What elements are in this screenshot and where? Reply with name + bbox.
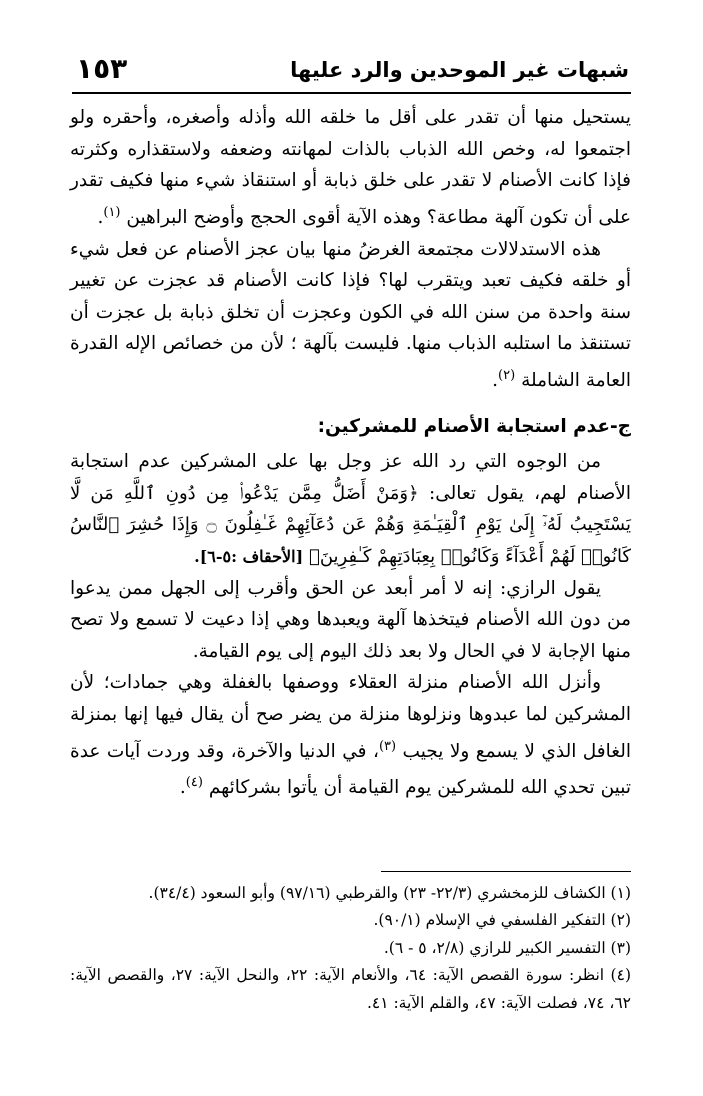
paragraph-3-intro: من الوجوه التي رد الله عز وجل بها على المشركين عدم استجابة الأصنام لهم، يقول تعالى: (70, 451, 631, 504)
page-number: ١٥٣ (76, 52, 128, 85)
paragraph-2 (70, 234, 631, 397)
footnotes (70, 880, 631, 1017)
paragraph-2-text: هذه الاستدلالات مجتمعة الغرضُ منها بيان عجز الأصنام عن فعل شيء أو خلقه فكيف تعبد ويتقرب لها؟ فإذا كانت الأصنام قد عجزت عن تغيير سنة واحدة من سنن الله في الكون وعجزت أن تخلق ذبابة بل عجزت أن تستنقذ ما استلبه الذباب منها. فليست بآلهة ؛ لأن من خصائص الإله القدرة العامة الشاملة (70, 238, 631, 392)
running-title: شبهات غير الموحدين والرد عليها (290, 58, 629, 82)
paragraph-5-text-b: ، في الدنيا والآخرة، وقد وردت آيات عدة تبين تحدي الله للمشركين يوم القيامة أن يأتوا بشركائهم (70, 740, 631, 799)
paragraph-1-end: . (97, 206, 104, 228)
paragraph-5-text-a: وأنزل الله الأصنام منزلة العقلاء ووصفها بالغفلة وهي جمادات؛ لأن المشركين لما عبدوها ونزلوها منزلة من يضر صح أن يقال فيها إنها بمنزلة الغافل الذي لا يسمع ولا يجيب (70, 672, 631, 762)
footnote-3: (٣) التفسير الكبير للرازي (٢/٨، ٥ - ٦). (383, 938, 631, 957)
footnote-4: (٤) انظر: سورة القصص الآية: ٦٤، والأنعام الآية: ٢٢، والنحل الآية: ٢٧، والقصص الآية: ٦٢، ٧٤، فصلت الآية: ٤٧، والقلم الآية: ٤١. (70, 966, 631, 1012)
footnote-ref-1: (١) (103, 204, 121, 220)
section-heading: ج-عدم استجابة الأصنام للمشركين: (317, 415, 631, 437)
footnote-ref-2: (٢) (498, 367, 516, 383)
paragraph-3 (70, 446, 631, 572)
main-text (70, 102, 631, 804)
quran-reference: [الأحقاف :٥-٦]. (194, 547, 304, 567)
paragraph-5-end: . (179, 777, 186, 799)
page-header (72, 52, 631, 94)
paragraph-1-text: يستحيل منها أن تقدر على أقل ما خلقه الله وأذله وأصغره، وأحقره ولو اجتمعوا له، وخص الله الذباب بالذات لمهانته وضعفه ولاستقذاره وكثرته فإذا كانت الأصنام لا تقدر على خلق ذبابة أو استنقاذ شيء منها فكيف تقدر على أن تكون آلهة مطاعة؟ وهذه الآية أقوى الحجج وأوضح البراهين (70, 107, 631, 228)
footnote-2: (٢) التفكير الفلسفي في الإسلام (٩٠/١). (373, 911, 631, 930)
paragraph-5 (70, 667, 631, 804)
paragraph-4 (70, 573, 631, 668)
footnote-1: (١) الكشاف للزمخشري (٢٢/٣- ٢٣) والقرطبي (٩٧/١٦) وأبو السعود (٣٤/٤). (148, 884, 631, 902)
footnote-ref-4: (٤) (185, 775, 203, 791)
paragraph-1 (70, 102, 631, 234)
quran-verse: ﴿وَمَنْ أَضَلُّ مِمَّن يَدْعُوا۟ مِن دُونِ ٱللَّهِ مَن لَّا يَسْتَجِيبُ لَهُۥٓ إِلَىٰ يَوْمِ ٱلْقِيَـٰمَةِ وَهُمْ عَن دُعَآئِهِمْ غَـٰفِلُونَ ۝ وَإِذَا حُشِرَ ٱلنَّاسُ كَانُوا۟ لَهُمْ أَعْدَآءً وَكَانُوا۟ بِعِبَادَتِهِمْ كَـٰفِرِينَ﴾ (70, 482, 631, 568)
footnote-ref-3: (٣) (378, 738, 397, 754)
paragraph-4-text: يقول الرازي: إنه لا أمر أبعد عن الحق وأقرب إلى الجهل ممن يدعوا من دون الله الأصنام فيتخذها آلهة ويعبدها وهي إذا دعيت لا تسمع ولا تصح منها الإجابة لا في الحال ولا بعد ذلك اليوم إلى يوم القيامة. (70, 577, 631, 662)
paragraph-2-end: . (492, 370, 499, 392)
footnote-divider (381, 871, 631, 872)
